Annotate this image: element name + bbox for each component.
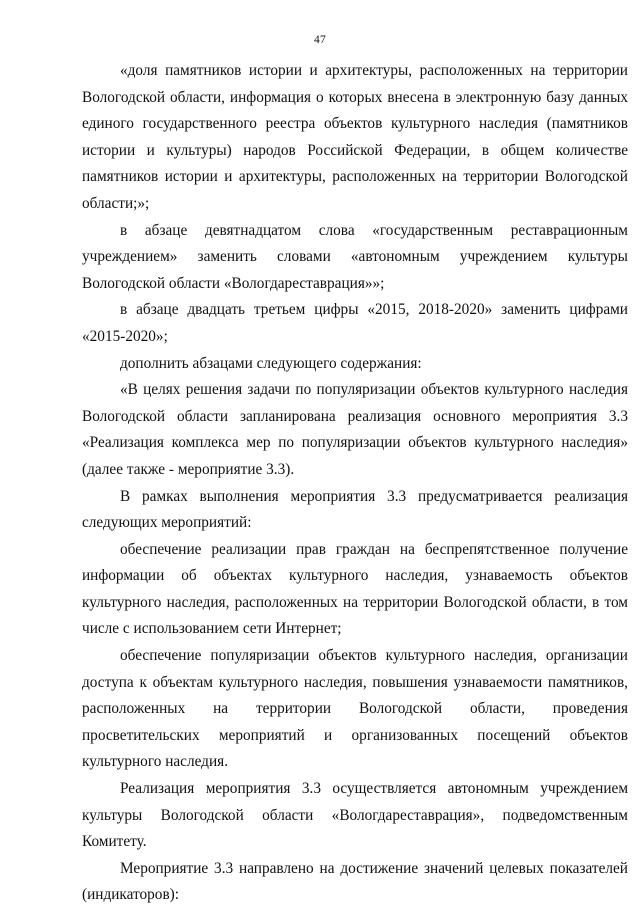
word: «автономным — [350, 248, 440, 266]
paragraph-indicator-definition: «доля памятников истории и архитектуры, расположенных на территории Вологодской области, информация о которых внесена в электронную базу данных единого государственного реестра объектов культурного наследия (памятников истории и культуры) народов Российской Федерации, в общем количестве памятников истории и архитектуры, расположенных на территории Вологодской области;»; — [82, 62, 628, 212]
word: в — [120, 221, 128, 239]
word: реставрационным — [510, 221, 628, 239]
amendment-line-3: Вологодской области «Вологдареставрация»»; — [82, 274, 385, 292]
word: девятнадцатом — [204, 221, 302, 239]
amendment-line-2 — [82, 244, 628, 271]
paragraph-amendment-twenty-third: в абзаце двадцать третьем цифры «2015, 2018-2020» заменить цифрами «2015-2020»; — [82, 301, 628, 345]
word: слова — [318, 221, 355, 239]
amendment-line-1 — [82, 218, 628, 245]
word: учреждением» — [82, 248, 178, 266]
paragraph-rights-provision: обеспечение реализации прав граждан на беспрепятственное получение информации об объектах культурного наследия, узнаваемость объектов культурного наследия, расположенных на территории Вологодской области, в том числе с использованием сети Интернет; — [82, 540, 628, 638]
word: «государственным — [372, 221, 494, 239]
document-body — [82, 58, 628, 909]
paragraph-add-paragraphs: дополнить абзацами следующего содержания: — [120, 354, 422, 372]
word: заменить — [197, 248, 257, 266]
paragraph-amendment-nineteenth — [82, 218, 628, 298]
paragraph-target-indicators: Мероприятие 3.3 направлено на достижение значений целевых показателей (индикаторов): — [82, 859, 628, 904]
word: словами — [277, 248, 331, 266]
paragraph-event-3-3-intro: «В целях решения задачи по популяризации объектов культурного наследия Вологодской области запланирована реализация основного мероприятия 3.3 «Реализация комплекса мер по популяризации объектов культурного наследия» (далее также - мероприятие 3.3). — [82, 381, 628, 478]
word: культуры — [567, 248, 628, 266]
page-number: 47 — [314, 34, 326, 46]
word: учреждением — [459, 248, 548, 266]
word: абзаце — [144, 221, 188, 239]
paragraph-event-3-3-scope: В рамках выполнения мероприятия 3.3 предусматривается реализация следующих мероприятий: — [82, 487, 628, 532]
paragraph-popularization: обеспечение популяризации объектов культурного наследия, организации доступа к объектам культурного наследия, повышения узнаваемости памятников, расположенных на территории Вологодской области, проведения просветительских мероприятий и организованных посещений объектов культурного наследия. — [82, 647, 628, 771]
paragraph-implementation: Реализация мероприятия 3.3 осуществляется автономным учреждением культуры Вологодской области «Вологдареставрация», подведомственным Комитету. — [82, 780, 628, 851]
